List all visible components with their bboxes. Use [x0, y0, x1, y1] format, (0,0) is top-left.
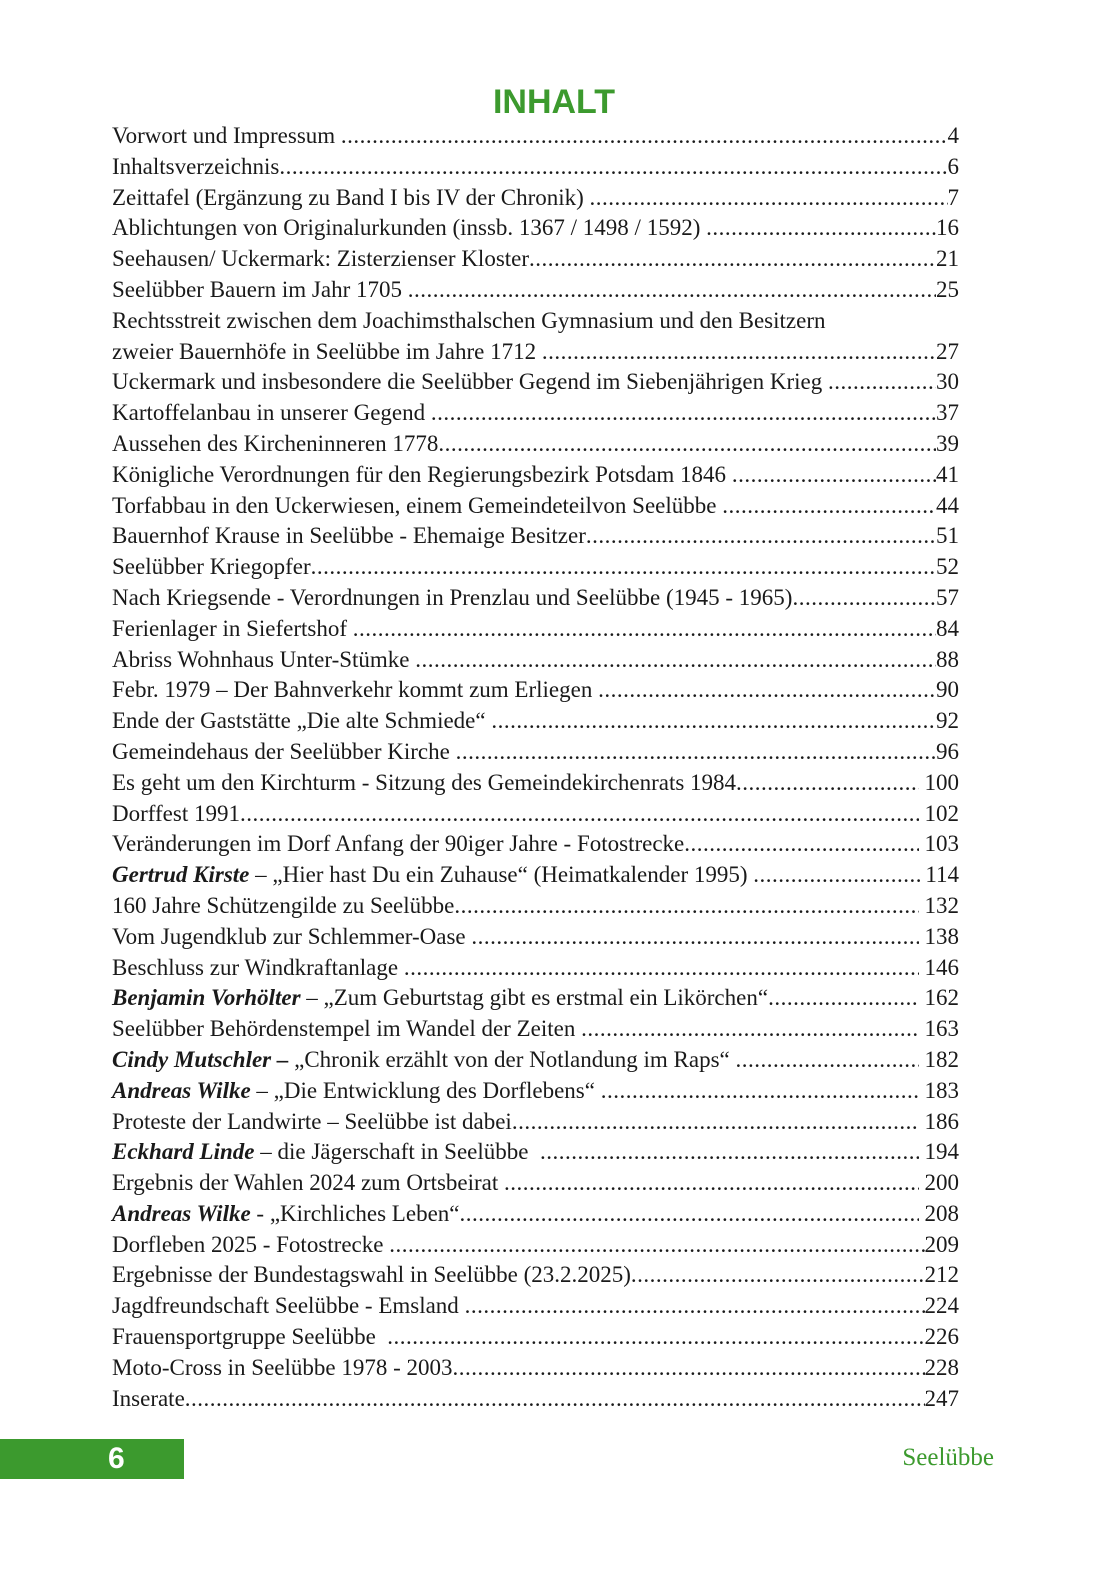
toc-entry [112, 213, 959, 244]
toc-entry [112, 583, 959, 614]
toc-entry [112, 737, 959, 768]
toc-entry-page: 103 [918, 831, 959, 857]
toc-entry-page: 226 [924, 1324, 959, 1350]
toc-entry-page: 92 [936, 708, 959, 734]
toc-dot-leader [353, 614, 936, 645]
toc-entry-page: 39 [936, 430, 959, 456]
toc-entry [112, 614, 959, 645]
toc-entry [112, 1014, 959, 1045]
toc-dot-leader [504, 1168, 919, 1199]
toc-entry-title: Jagdfreundschaft Seelübbe - Emsland [112, 1293, 465, 1319]
toc-entry [112, 306, 959, 337]
toc-entry-title: Ende der Gaststätte „Die alte Schmiede“ [112, 708, 492, 734]
toc-dot-leader [586, 521, 936, 552]
toc-entry [112, 1353, 959, 1384]
toc-entry-title: Ferienlager in Siefertshof [112, 615, 353, 641]
toc-entry-author: Gertrud Kirste [112, 862, 250, 888]
toc-entry-title: – „Hier hast Du ein Zuhause“ (Heimatkalender 1995) [249, 862, 754, 888]
page-number-bar [0, 1439, 184, 1479]
toc-dot-leader [415, 645, 936, 676]
toc-dot-leader [240, 799, 919, 830]
toc-dot-leader [465, 1291, 925, 1322]
toc-entry [112, 1199, 959, 1230]
toc-dot-leader [311, 552, 936, 583]
toc-entry-title: Beschluss zur Windkraftanlage [112, 954, 404, 980]
toc-entry-title: Königliche Verordnungen für den Regierungsbezirk Potsdam 1846 [112, 461, 732, 487]
toc-entry-page: 208 [918, 1200, 959, 1226]
running-title: Seelübbe [902, 1444, 994, 1471]
toc-dot-leader [631, 1260, 925, 1291]
toc-entry-title: Torfabbau in den Uckerwiesen, einem Gemeindeteilvon Seelübbe [112, 492, 723, 518]
toc-entry-title: Kartoffelanbau in unserer Gegend [112, 400, 431, 426]
toc-entry-author: Andreas Wilke [112, 1200, 251, 1226]
toc-entry-page: 212 [924, 1262, 959, 1288]
toc-entry-title: Febr. 1979 – Der Bahnverkehr kommt zum Erliegen [112, 677, 599, 703]
toc-entry-page: 25 [936, 276, 959, 302]
toc-entry [112, 829, 959, 860]
toc-entry [112, 429, 959, 460]
toc-dot-leader [453, 1353, 925, 1384]
toc-dot-leader [387, 1322, 924, 1353]
toc-entry [112, 1291, 959, 1322]
toc-entry-page: 247 [924, 1385, 959, 1411]
toc-entry-title: – „Die Entwicklung des Dorflebens“ [250, 1077, 601, 1103]
toc-dot-leader [598, 675, 936, 706]
toc-entry-page: 163 [918, 1016, 959, 1042]
toc-entry-page: 200 [918, 1170, 959, 1196]
toc-entry-title: Vom Jugendklub zur Schlemmer-Oase [112, 923, 472, 949]
toc-entry [112, 706, 959, 737]
toc-entry-title: Dorffest 1991 [112, 800, 240, 826]
toc-dot-leader [706, 213, 936, 244]
toc-entry-page: 51 [936, 523, 959, 549]
toc-dot-leader [279, 152, 947, 183]
toc-dot-leader [529, 244, 936, 275]
toc-entry-title: – „Zum Geburtstag gibt es erstmal ein Likörchen“ [300, 985, 769, 1011]
toc-dot-leader [438, 429, 936, 460]
toc-entry [112, 367, 959, 398]
toc-entry [112, 953, 959, 984]
toc-dot-leader [792, 583, 936, 614]
toc-entry [112, 398, 959, 429]
page-number: 6 [108, 1442, 125, 1475]
toc-entry-title: Es geht um den Kirchturm - Sitzung des Gemeindekirchenrats 1984 [112, 769, 737, 795]
toc-entry [112, 183, 959, 214]
toc-entry-title: Seelübber Bauern im Jahr 1705 [112, 276, 408, 302]
toc-entry-page: 132 [918, 892, 959, 918]
toc-entry [112, 1137, 959, 1168]
toc-entry-title: „Chronik erzählt von der Notlandung im Raps“ [288, 1046, 736, 1072]
toc-entry [112, 1322, 959, 1353]
toc-dot-leader [185, 1384, 925, 1415]
toc-entry-author: Andreas Wilke [112, 1077, 251, 1103]
toc-entry-title: Seelübber Kriegopfer [112, 554, 311, 580]
toc-entry-page: 228 [924, 1354, 959, 1380]
toc-dot-leader [601, 1076, 919, 1107]
toc-entry-title: Zeittafel (Ergänzung zu Band I bis IV der Chronik) [112, 184, 590, 210]
toc-entry [112, 1384, 959, 1415]
toc-entry-page: 41 [936, 461, 959, 487]
page-title: INHALT [492, 83, 616, 121]
toc-entry [112, 275, 959, 306]
toc-entry-title: Veränderungen im Dorf Anfang der 90iger Jahre - Fotostrecke [112, 831, 685, 857]
toc-entry-title: Proteste der Landwirte – Seelübbe ist dabei [112, 1108, 512, 1134]
table-of-contents [112, 121, 959, 1414]
toc-entry-title: Inserate [112, 1385, 185, 1411]
toc-entry-page: 4 [947, 123, 959, 148]
toc-dot-leader [408, 275, 936, 306]
toc-entry [112, 891, 959, 922]
toc-entry-page: 88 [936, 646, 959, 672]
toc-entry [112, 152, 959, 183]
toc-entry-page: 186 [918, 1108, 959, 1134]
toc-entry-author: Eckhard Linde [112, 1139, 255, 1165]
toc-entry-title: Gemeindehaus der Seelübber Kirche [112, 738, 456, 764]
toc-entry [112, 121, 959, 152]
toc-entry-title: Moto-Cross in Seelübbe 1978 - 2003 [112, 1354, 453, 1380]
toc-entry-page: 7 [947, 184, 959, 210]
toc-entry-title: Uckermark und insbesondere die Seelübber Gegend im Siebenjährigen Krieg [112, 369, 828, 395]
toc-entry-author: Cindy Mutschler – [112, 1046, 289, 1072]
toc-entry [112, 1260, 959, 1291]
toc-entry-title: Vorwort und Impressum [112, 123, 341, 148]
toc-entry [112, 1045, 959, 1076]
toc-entry-page: 162 [918, 985, 959, 1011]
toc-entry-title: 160 Jahre Schützengilde zu Seelübbe [112, 892, 455, 918]
toc-entry [112, 922, 959, 953]
toc-dot-leader [512, 1107, 919, 1138]
toc-entry-title: – die Jägerschaft in Seelübbe [254, 1139, 540, 1165]
toc-dot-leader [590, 183, 948, 214]
toc-dot-leader [341, 121, 948, 152]
toc-entry-title: Ablichtungen von Originalurkunden (inssb. 1367 / 1498 / 1592) [112, 215, 707, 241]
toc-entry-page: 146 [918, 954, 959, 980]
toc-entry-page: 138 [918, 923, 959, 949]
toc-dot-leader [542, 337, 936, 368]
toc-dot-leader [828, 367, 936, 398]
toc-dot-leader [454, 891, 918, 922]
toc-entry-title: Aussehen des Kircheninneren 1778 [112, 430, 439, 456]
toc-dot-leader [736, 768, 919, 799]
toc-entry-title: - „Kirchliches Leben“ [250, 1200, 460, 1226]
toc-entry [112, 552, 959, 583]
toc-entry [112, 1076, 959, 1107]
toc-entry-page: 224 [924, 1293, 959, 1319]
toc-dot-leader [722, 491, 936, 522]
toc-entry [112, 983, 959, 1014]
toc-entry-page: 6 [947, 153, 959, 179]
toc-dot-leader [736, 1045, 919, 1076]
toc-dot-leader [471, 922, 918, 953]
toc-entry-page: 194 [918, 1139, 959, 1165]
toc-entry-title: Inhaltsverzeichnis [112, 153, 280, 179]
toc-entry-page: 44 [936, 492, 959, 518]
toc-dot-leader [404, 953, 919, 984]
toc-entry-page: 27 [936, 338, 959, 364]
toc-entry [112, 768, 959, 799]
toc-dot-leader [753, 860, 919, 891]
toc-entry-page: 182 [918, 1046, 959, 1072]
toc-dot-leader [768, 983, 919, 1014]
toc-entry [112, 491, 959, 522]
toc-entry [112, 460, 959, 491]
toc-dot-leader [431, 398, 936, 429]
toc-entry [112, 645, 959, 676]
toc-entry-page: 100 [918, 769, 959, 795]
toc-entry [112, 799, 959, 830]
toc-entry-title: Nach Kriegsende - Verordnungen in Prenzlau und Seelübbe (1945 - 1965) [112, 584, 793, 610]
toc-entry-page: 30 [936, 369, 959, 395]
toc-entry-title: Bauernhof Krause in Seelübbe - Ehemaige Besitzer [112, 523, 586, 549]
toc-entry-title: Abriss Wohnhaus Unter-Stümke [112, 646, 416, 672]
toc-entry-page: 183 [918, 1077, 959, 1103]
toc-entry-page: 96 [936, 738, 959, 764]
toc-entry-title: Ergebnisse der Bundestagswahl in Seelübbe (23.2.2025) [112, 1262, 631, 1288]
toc-entry-page: 16 [936, 215, 959, 241]
toc-entry-author: Benjamin Vorhölter [112, 985, 301, 1011]
toc-entry-page: 84 [936, 615, 959, 641]
toc-dot-leader [684, 829, 919, 860]
toc-entry-page: 37 [936, 400, 959, 426]
toc-entry-title: Rechtsstreit zwischen dem Joachimsthalschen Gymnasium und den Besitzern [112, 307, 826, 333]
toc-entry [112, 1168, 959, 1199]
toc-entry-page: 102 [918, 800, 959, 826]
toc-dot-leader [459, 1199, 918, 1230]
toc-entry [112, 675, 959, 706]
toc-entry-title: Ergebnis der Wahlen 2024 zum Ortsbeirat [112, 1170, 505, 1196]
toc-dot-leader [491, 706, 936, 737]
toc-entry [112, 1107, 959, 1138]
toc-dot-leader [456, 737, 936, 768]
toc-dot-leader [389, 1230, 924, 1261]
toc-dot-leader [540, 1137, 919, 1168]
toc-entry-title: Dorfleben 2025 - Fotostrecke [112, 1231, 390, 1257]
toc-entry-page: 52 [936, 554, 959, 580]
toc-entry-title: Seelübber Behördenstempel im Wandel der Zeiten [112, 1016, 582, 1042]
toc-entry-page: 57 [936, 584, 959, 610]
toc-entry-page: 90 [936, 677, 959, 703]
toc-entry-title: Seehausen/ Uckermark: Zisterzienser Kloster [112, 246, 530, 272]
toc-entry [112, 244, 959, 275]
toc-dot-leader [581, 1014, 919, 1045]
toc-entry [112, 1230, 959, 1261]
toc-entry-title: zweier Bauernhöfe in Seelübbe im Jahre 1712 [112, 338, 542, 364]
toc-entry-title: Frauensportgruppe Seelübbe [112, 1324, 388, 1350]
toc-entry-page: 209 [924, 1231, 959, 1257]
toc-dot-leader [732, 460, 936, 491]
toc-entry [112, 860, 959, 891]
toc-entry-page: 21 [936, 246, 959, 272]
toc-entry-page: 114 [919, 862, 959, 888]
toc-entry [112, 337, 959, 368]
toc-entry [112, 521, 959, 552]
